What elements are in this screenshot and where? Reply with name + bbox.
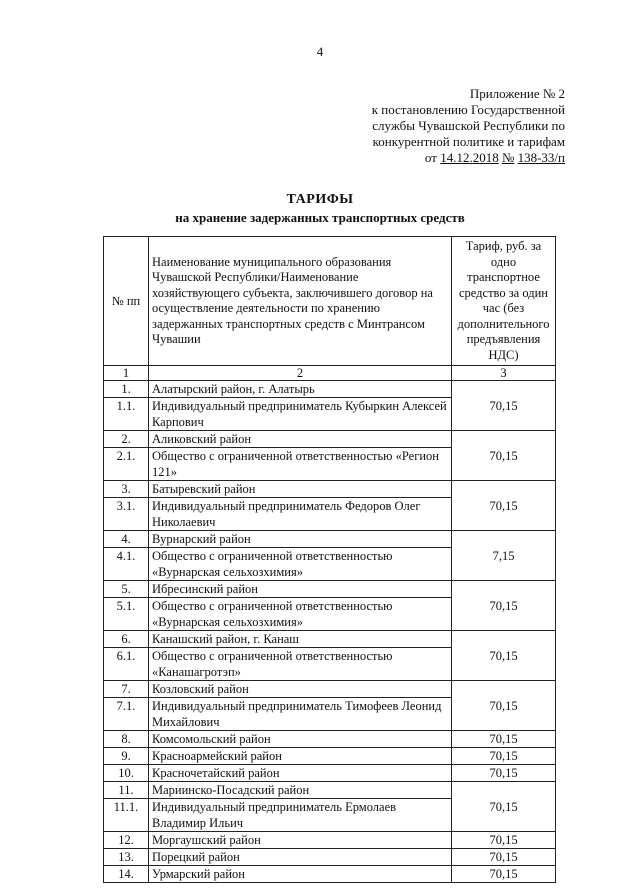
table-row (104, 765, 556, 782)
table-row (104, 631, 556, 648)
appendix-line: конкурентной политике и тарифам (372, 134, 565, 149)
operator-name: Общество с ограниченной ответственностью «Канашагротэп» (149, 648, 452, 681)
row-number: 12. (104, 832, 149, 849)
table-row (104, 748, 556, 765)
tariff-value: 70,15 (452, 681, 556, 731)
row-number: 9. (104, 748, 149, 765)
tariff-value: 70,15 (452, 748, 556, 765)
district-name: Моргаушский район (149, 832, 452, 849)
index-cell: 1 (104, 366, 149, 381)
row-number: 11. (104, 782, 149, 799)
row-number: 5. (104, 581, 149, 598)
row-number: 3. (104, 481, 149, 498)
table-row (104, 431, 556, 448)
district-name: Алатырский район, г. Алатырь (149, 381, 452, 398)
decree-number: 138-33/п (517, 150, 565, 165)
index-cell: 2 (149, 366, 452, 381)
district-name: Урмарский район (149, 866, 452, 883)
tariff-value: 70,15 (452, 481, 556, 531)
tariff-value: 70,15 (452, 581, 556, 631)
operator-name: Общество с ограниченной ответственностью «Вурнарская сельхозхимия» (149, 548, 452, 581)
tariff-value: 70,15 (452, 381, 556, 431)
tariff-value: 7,15 (452, 531, 556, 581)
table-row (104, 381, 556, 398)
sub-row-number: 5.1. (104, 598, 149, 631)
sub-row-number: 11.1. (104, 799, 149, 832)
table-row (104, 581, 556, 598)
row-number: 1. (104, 381, 149, 398)
appendix-line: Приложение № 2 (469, 86, 565, 101)
table-row (104, 531, 556, 548)
table-row (104, 731, 556, 748)
row-number: 10. (104, 765, 149, 782)
sub-row-number: 6.1. (104, 648, 149, 681)
decree-date: 14.12.2018 (440, 150, 499, 165)
index-cell: 3 (452, 366, 556, 381)
operator-name: Индивидуальный предприниматель Ермолаев Владимир Ильич (149, 799, 452, 832)
table-body (104, 366, 556, 883)
sub-row-number: 1.1. (104, 398, 149, 431)
appendix-block (355, 86, 565, 166)
table-row (104, 481, 556, 498)
operator-name: Индивидуальный предприниматель Федоров Олег Николаевич (149, 498, 452, 531)
tariff-value: 70,15 (452, 832, 556, 849)
table-header-row (104, 237, 556, 366)
district-name: Красночетайский район (149, 765, 452, 782)
sub-row-number: 2.1. (104, 448, 149, 481)
tariff-value: 70,15 (452, 849, 556, 866)
district-name: Ибресинский район (149, 581, 452, 598)
operator-name: Индивидуальный предприниматель Тимофеев Леонид Михайлович (149, 698, 452, 731)
appendix-line: к постановлению Государственной (371, 102, 565, 117)
district-name: Козловский район (149, 681, 452, 698)
row-number: 4. (104, 531, 149, 548)
header-name: Наименование муниципального образования Чувашской Республики/Наименование хозяйствующего субъекта, заключившего договор на осуществление деятельности по хранению задержанных транспортных средств с Минтрансом Чувашии (149, 237, 452, 366)
district-name: Батыревский район (149, 481, 452, 498)
sub-row-number: 7.1. (104, 698, 149, 731)
row-number: 8. (104, 731, 149, 748)
operator-name: Общество с ограниченной ответственностью «Регион 121» (149, 448, 452, 481)
district-name: Красноармейский район (149, 748, 452, 765)
tariff-value: 70,15 (452, 431, 556, 481)
tariff-value: 70,15 (452, 631, 556, 681)
tariff-table (103, 236, 556, 883)
from-label: от (424, 150, 437, 165)
table-row (104, 849, 556, 866)
operator-name: Индивидуальный предприниматель Кубыркин Алексей Карпович (149, 398, 452, 431)
page-number: 4 (316, 44, 324, 59)
tariff-value: 70,15 (452, 765, 556, 782)
district-name: Аликовский район (149, 431, 452, 448)
table-row (104, 681, 556, 698)
table-row (104, 782, 556, 799)
document-subtitle: на хранение задержанных транспортных средств (175, 210, 465, 225)
appendix-date-line (355, 150, 565, 166)
row-number: 2. (104, 431, 149, 448)
tariff-value: 70,15 (452, 782, 556, 832)
operator-name: Общество с ограниченной ответственностью «Вурнарская сельхозхимия» (149, 598, 452, 631)
district-name: Мариинско-Посадский район (149, 782, 452, 799)
sub-row-number: 4.1. (104, 548, 149, 581)
row-number: 6. (104, 631, 149, 648)
appendix-line: службы Чувашской Республики по (372, 118, 565, 133)
district-name: Комсомольский район (149, 731, 452, 748)
sub-row-number: 3.1. (104, 498, 149, 531)
row-number: 13. (104, 849, 149, 866)
header-num: № пп (104, 237, 149, 366)
row-number: 14. (104, 866, 149, 883)
district-name: Вурнарский район (149, 531, 452, 548)
district-name: Канашский район, г. Канаш (149, 631, 452, 648)
tariff-value: 70,15 (452, 866, 556, 883)
tariff-value: 70,15 (452, 731, 556, 748)
decree-number-label: № (501, 150, 515, 165)
table-row (104, 832, 556, 849)
row-number: 7. (104, 681, 149, 698)
table-row (104, 866, 556, 883)
index-row (104, 366, 556, 381)
district-name: Порецкий район (149, 849, 452, 866)
document-title: ТАРИФЫ (286, 192, 354, 207)
header-tariff: Тариф, руб. за одно транспортное средство за один час (без дополнительного предъявления НДС) (452, 237, 556, 366)
